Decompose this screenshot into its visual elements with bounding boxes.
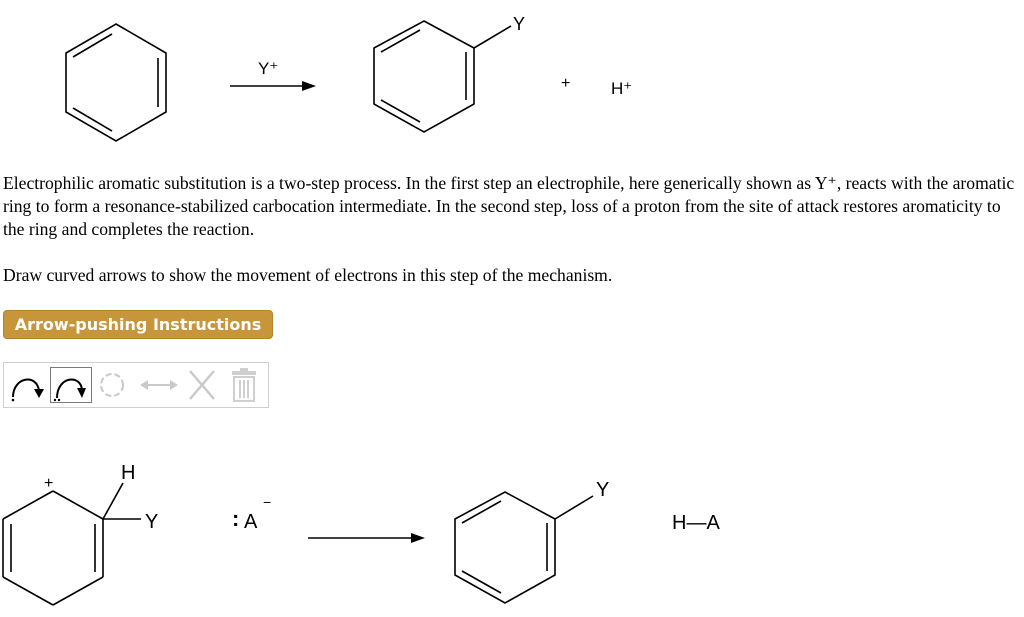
top-reaction-arrow [230,81,316,91]
question-paragraph: Electrophilic aromatic substitution is a two-step process. In the first step an electrophile, here generically shown as Y⁺, reacts with the aromatic ring to form a resonance-stabilized carbocation intermediate. In the second step, loss of a proton from the site of attack restores aromaticity to the ring and completes the reaction. [3,173,1015,239]
plus-sign: + [561,75,571,92]
base-lone-pair: : [232,506,240,531]
mechanism-product-y-label: Y [596,479,610,501]
carbocation-intermediate [3,483,141,605]
proton-label: H⁺ [611,79,633,98]
benzene-reactant [66,24,166,141]
carbocation-charge: + [44,475,54,492]
reagent-label: Y⁺ [258,59,279,78]
trash-tool[interactable] [226,367,262,403]
delete-tool[interactable] [184,367,220,403]
substituted-benzene-product [374,21,511,132]
arrow-toolbar [3,362,269,408]
lasso-icon [96,367,132,403]
double-barb-curved-arrow-icon [7,367,47,403]
x-delete-icon [184,367,220,403]
arrow-pushing-instructions-button[interactable]: Arrow-pushing Instructions [3,310,273,339]
instruction-paragraph: Draw curved arrows to show the movement of electrons in this step of the mechanism. [3,265,613,285]
top-reaction-scheme [0,0,1024,160]
single-electron-arrow-tool[interactable] [50,367,92,403]
intermediate-h-label: H [121,462,136,484]
resonance-arrow-tool[interactable] [132,367,184,403]
mechanism-scheme [0,440,1024,617]
base-label: A [244,511,258,533]
conjugate-acid-label: H—A [672,512,720,534]
trash-icon [226,367,262,403]
double-headed-arrow-icon [132,367,184,403]
product-y-label: Y [513,14,526,34]
electron-pair-arrow-tool[interactable] [7,367,47,403]
mechanism-reaction-arrow [308,533,425,543]
single-barb-curved-arrow-icon [51,368,91,402]
lasso-select-tool[interactable] [96,367,132,403]
base-charge: − [263,494,272,510]
mechanism-product-ring [455,492,593,603]
intermediate-y-label: Y [145,511,159,533]
